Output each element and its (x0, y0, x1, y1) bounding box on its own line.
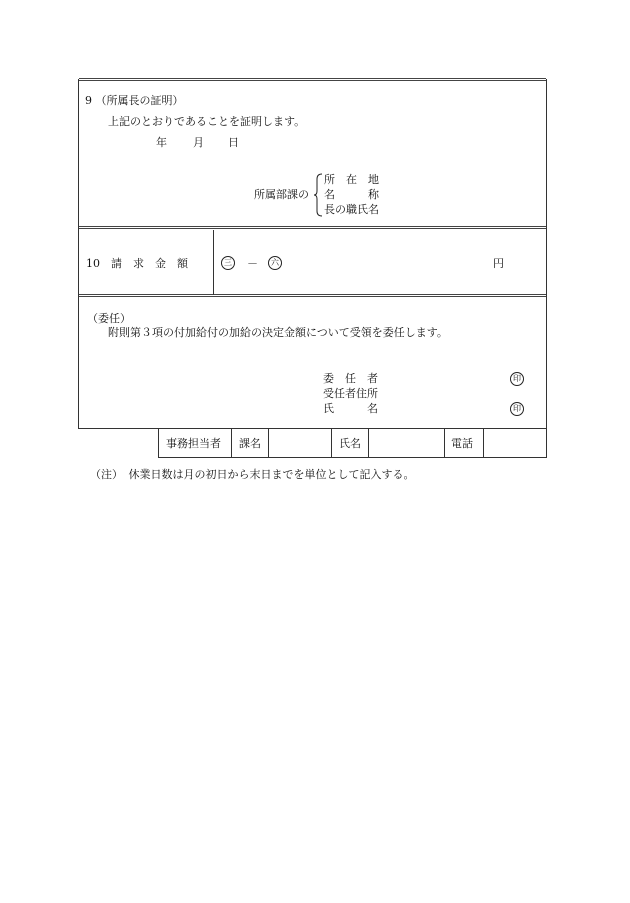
contact-divider (231, 429, 232, 457)
date-day: 日 (228, 136, 239, 149)
section-name-label: 課名 (239, 437, 261, 450)
dept-label: 所属部課の (254, 188, 309, 201)
yen-unit: 円 (493, 257, 504, 270)
circled-six-icon: 六 (268, 256, 282, 270)
phone-field[interactable] (484, 429, 545, 457)
section-name-field[interactable] (269, 429, 331, 457)
delegate-address-label: 受任者住所 (323, 387, 378, 400)
date-year: 年 (156, 136, 167, 149)
contact-divider (444, 429, 445, 457)
seal-icon: 印 (510, 402, 524, 416)
brace-item-title-name: 長の職氏名 (324, 203, 379, 216)
footnote: （注） 休業日数は月の初日から末日までを単位として記入する。 (90, 468, 415, 481)
delegator-label: 委 任 者 (323, 372, 378, 385)
section9-heading: 9 （所属長の証明） (85, 94, 184, 107)
rule-after-section9 (79, 226, 546, 229)
brace-item-name: 名 称 (324, 188, 379, 201)
circled-three-icon: 三 (221, 256, 235, 270)
date-month: 月 (193, 136, 204, 149)
calc-dash: － (247, 257, 258, 270)
seal-icon: 印 (510, 372, 524, 386)
claim-amount-label: 10 請 求 金 額 (86, 257, 188, 270)
staff-label: 事務担当者 (166, 437, 221, 450)
delegation-text: 附則第３項の付加給付の加給の決定金額について受領を委任します。 (108, 326, 448, 339)
name-label: 氏名 (339, 437, 361, 450)
rule-after-section10 (79, 294, 546, 297)
certify-text: 上記のとおりであることを証明します。 (108, 115, 306, 128)
certificate-form (78, 79, 547, 429)
brace-item-address: 所 在 地 (324, 173, 379, 186)
top-rule (79, 78, 546, 81)
left-brace-icon (313, 173, 323, 217)
delegate-name-label: 氏 名 (323, 402, 378, 415)
contact-table (158, 429, 547, 458)
delegation-heading: （委任） (87, 312, 131, 325)
name-field[interactable] (369, 429, 444, 457)
contact-divider (331, 429, 332, 457)
phone-label: 電話 (451, 437, 473, 450)
section10-divider (213, 230, 214, 295)
